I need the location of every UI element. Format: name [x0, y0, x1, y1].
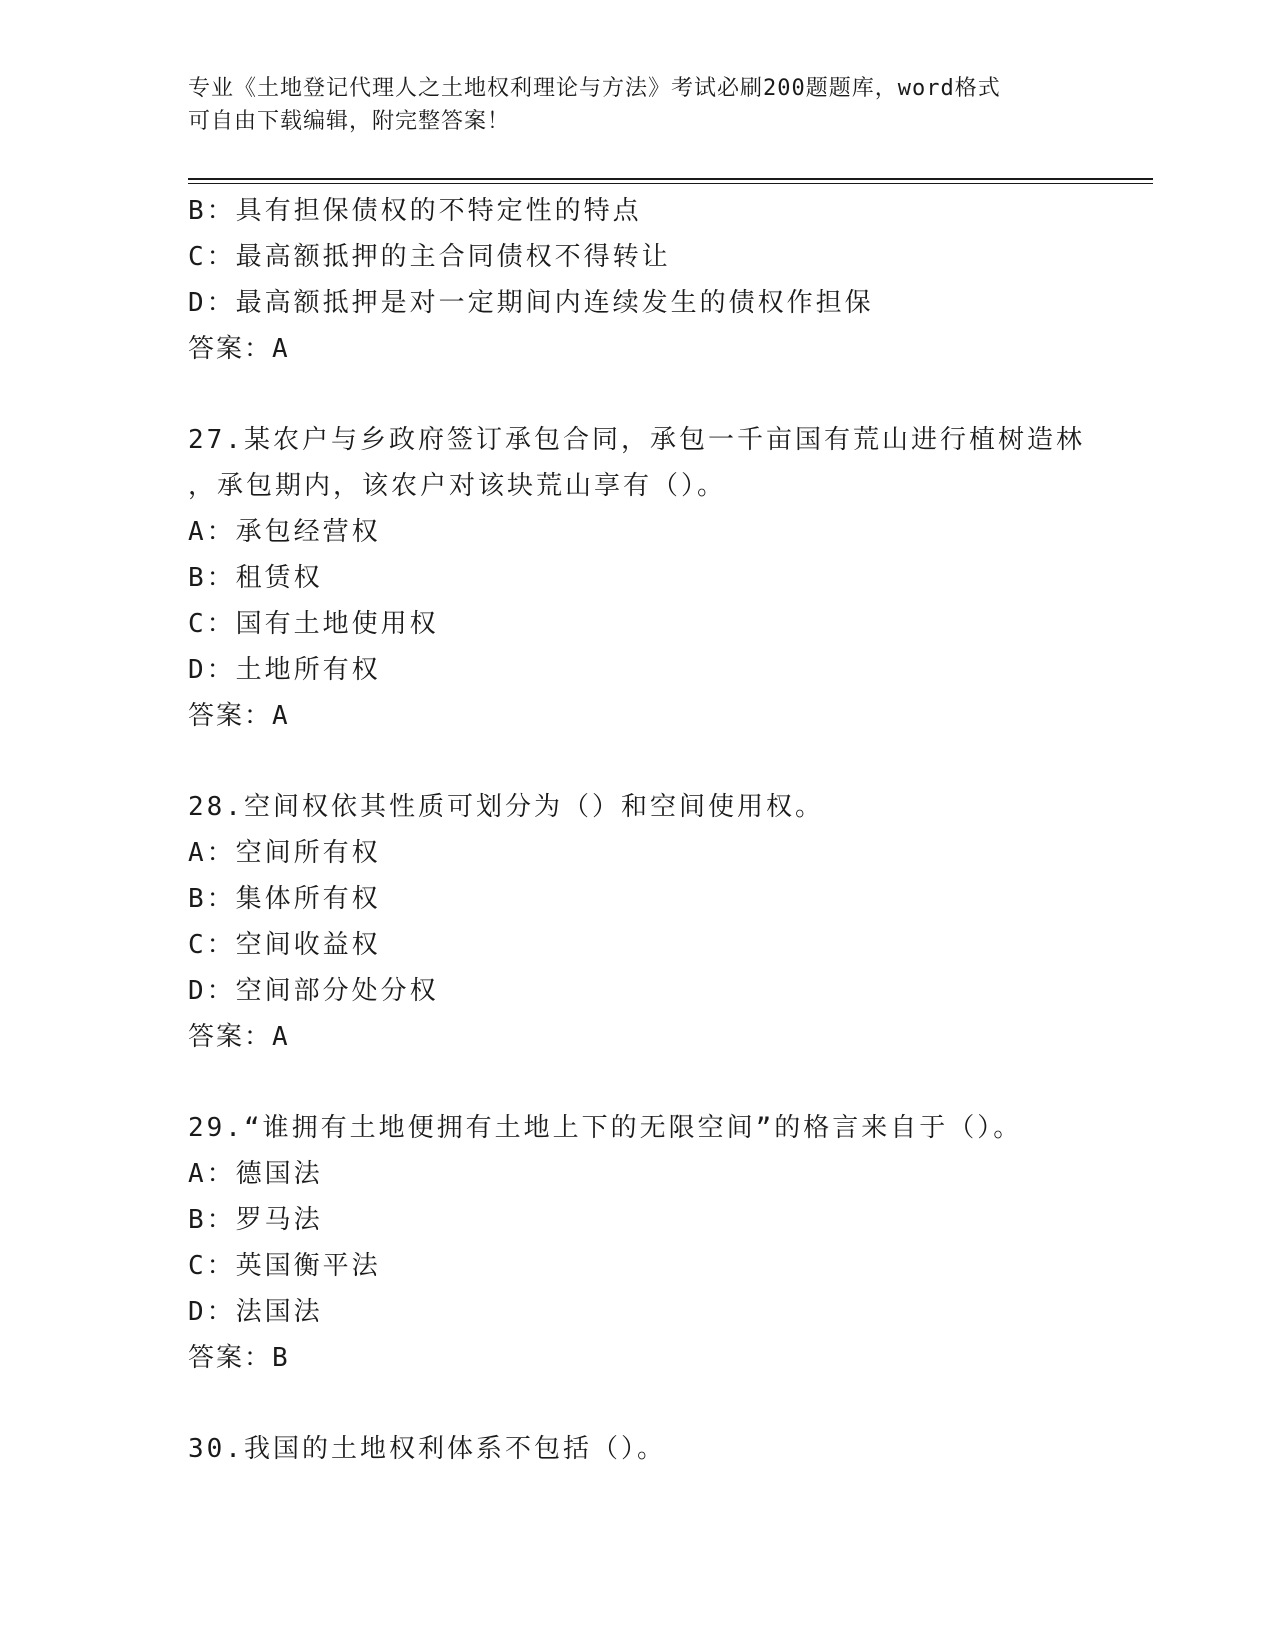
- question-26-continued: [188, 188, 1088, 372]
- document-header: [188, 72, 1068, 138]
- option-c: C：空间收益权: [188, 930, 381, 960]
- option-a: A：承包经营权: [188, 517, 381, 547]
- question-text: 27.某农户与乡政府签订承包合同，承包一千亩国有荒山进行植树造林: [188, 425, 1085, 455]
- option-b: B：具有担保债权的不特定性的特点: [188, 196, 642, 226]
- answer: 答案：B: [188, 1343, 290, 1373]
- header-line-2: 可自由下载编辑，附完整答案！: [188, 109, 511, 134]
- question-text-cont: ，承包期内，该农户对该块荒山享有（）。: [188, 471, 727, 501]
- question-30: [188, 1426, 1088, 1472]
- option-d: D：空间部分处分权: [188, 976, 439, 1006]
- option-b: B：罗马法: [188, 1205, 323, 1235]
- question-28: [188, 784, 1088, 1060]
- option-d: D：法国法: [188, 1297, 323, 1327]
- option-c: C：最高额抵押的主合同债权不得转让: [188, 242, 671, 272]
- option-d: D：土地所有权: [188, 655, 381, 685]
- question-text: 28.空间权依其性质可划分为（）和空间使用权。: [188, 792, 824, 822]
- header-rule-thick: [188, 178, 1153, 180]
- answer: 答案：A: [188, 701, 290, 731]
- header-rule-thin: [188, 183, 1153, 184]
- option-c: C：国有土地使用权: [188, 609, 439, 639]
- option-a: A：空间所有权: [188, 838, 381, 868]
- option-c: C：英国衡平法: [188, 1251, 381, 1281]
- header-line-1: 专业《土地登记代理人之土地权利理论与方法》考试必刷200题题库，word格式: [188, 76, 1001, 101]
- document-body: [188, 188, 1088, 1472]
- question-29: [188, 1105, 1088, 1381]
- option-b: B：集体所有权: [188, 884, 381, 914]
- question-text: 30.我国的土地权利体系不包括（）。: [188, 1434, 666, 1464]
- question-text: 29.“谁拥有土地便拥有土地上下的无限空间”的格言来自于（）。: [188, 1113, 1023, 1143]
- question-27: [188, 417, 1088, 739]
- option-a: A：德国法: [188, 1159, 323, 1189]
- answer: 答案：A: [188, 334, 290, 364]
- answer: 答案：A: [188, 1022, 290, 1052]
- option-b: B：租赁权: [188, 563, 323, 593]
- option-d: D：最高额抵押是对一定期间内连续发生的债权作担保: [188, 288, 874, 318]
